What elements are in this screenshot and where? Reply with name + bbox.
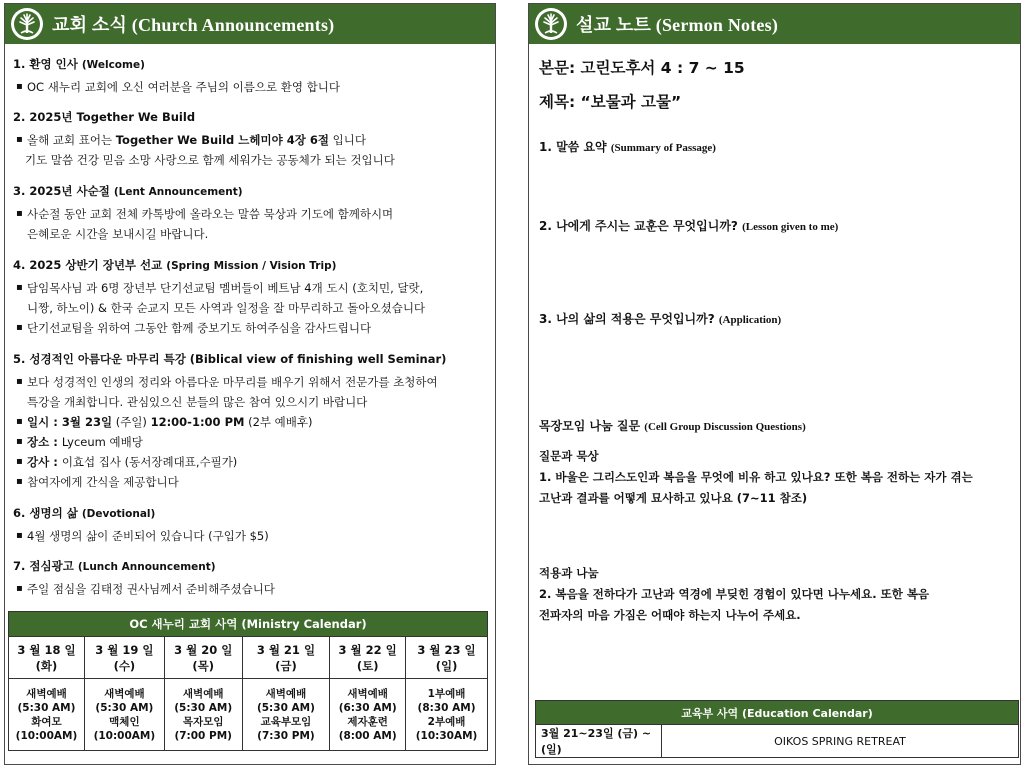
section-lent: 3. 2025년 사순절 (Lent Announcement) ▪ 사순절 동안 교회 전체 카톡방에 올라오는 말씀 묵상과 기도에 함께하시며 은혜로운 시간을 보내시길 바랍니다. xyxy=(13,183,487,244)
calendar-day: 3 월 19 일 (수) xyxy=(84,637,164,679)
section-lunch: 7. 점심광고 (Lunch Announcement) ▪ 주일 점심을 김태정 권사님께서 준비해주셨습니다 xyxy=(13,558,487,599)
section-seminar: 5. 성경적인 아름다운 마무리 특강 (Biblical view of finishing well Seminar) ▪ 보다 성경적인 인생의 정리와 아름다운 마무리를 배우기 위해서 전문가를 초청하여 특강을 개최합니다. 관심있으신 분들의 많은 참여 있으시기 바랍니다 ▪ 일시 : 3월 23일 (주일) 12:00-1:00 PM (2부 예배후) ▪ 장소 : Lyceum 예배당 ▪ 강사 : 이효섭 집사 (동서장례대표,수필가) ▪ 참여자에게 간식을 제공합니다 xyxy=(13,351,487,492)
calendar-day: 3 월 22 일 (토) xyxy=(330,637,406,679)
section-title: 3. 2025년 사순절 xyxy=(13,184,110,198)
section-title: 1. 환영 인사 xyxy=(13,57,78,71)
announcements-list xyxy=(13,56,487,599)
section-title: 6. 생명의 삶 xyxy=(13,506,78,520)
section-title: 7. 점심광고 xyxy=(13,559,74,573)
section-title: 2. 2025년 Together We Build xyxy=(13,110,196,124)
cell-group-heading: 목장모임 나눔 질문 (Cell Group Discussion Questions) xyxy=(539,419,806,433)
announcements-panel xyxy=(4,3,496,765)
reflection-question-line: 고난과 결과를 어떻게 묘사하고 있나요 (7~11 참조) xyxy=(539,491,808,505)
calendar-events: 새벽예배 (5:30 AM) 목자모임 (7:00 PM) xyxy=(164,679,242,751)
calendar-title: OC 새누리 교회 사역 (Ministry Calendar) xyxy=(9,612,488,637)
seminar-place: ▪ 장소 : Lyceum 예배당 xyxy=(13,432,487,452)
calendar-events: 새벽예배 (5:30 AM) 맥체인 (10:00AM) xyxy=(84,679,164,751)
section-welcome: 1. 환영 인사 (Welcome) ▪ OC 새누리 교회에 오신 여러분을 주님의 이름으로 환영 합니다 xyxy=(13,56,487,97)
calendar-events-row xyxy=(9,679,488,751)
section-title: 5. 성경적인 아름다운 마무리 특강 (Biblical view of finishing well Seminar) xyxy=(13,352,447,366)
calendar-events: 1부예배 (8:30 AM) 2부예배 (10:30AM) xyxy=(406,679,488,751)
welcome-text: ▪ OC 새누리 교회에 오신 여러분을 주님의 이름으로 환영 합니다 xyxy=(13,77,487,97)
sermon-notes-panel xyxy=(528,3,1021,765)
calendar-day: 3 월 20 일 (목) xyxy=(164,637,242,679)
church-tree-logo xyxy=(535,8,567,40)
calendar-events: 새벽예배 (5:30 AM) 교육부모임 (7:30 PM) xyxy=(242,679,330,751)
section-motto xyxy=(13,109,487,170)
question-application: 3. 나의 삶의 적용은 무엇입니까? (Application) xyxy=(539,312,782,326)
education-calendar-title: 교육부 사역 (Education Calendar) xyxy=(536,701,1019,725)
seminar-speaker: ▪ 강사 : 이효섭 집사 (동서장례대표,수필가) xyxy=(13,452,487,472)
calendar-events: 새벽예배 (6:30 AM) 제자훈련 (8:00 AM) xyxy=(330,679,406,751)
sermon-title: 제목: “보물과 고물” xyxy=(539,93,682,111)
calendar-days-row xyxy=(9,637,488,679)
reflection-question-line: 1. 바울은 그리스도인과 복음을 무엇에 비유 하고 있나요? 또한 복음 전하는 자가 겪는 xyxy=(539,470,973,484)
calendar-day: 3 월 18 일 (화) xyxy=(9,637,85,679)
apply-question-line: 2. 복음을 전하다가 고난과 역경에 부딪힌 경험이 있다면 나누세요. 또한 복음 xyxy=(539,587,930,601)
section-mission: 4. 2025 상반기 장년부 선교 (Spring Mission / Vision Trip) ▪ 담임목사님 과 6명 장년부 단기선교팀 멤버들이 베트남 4개 도시 (호치민, 달랏, 니짱, 하노이) & 한국 순교지 모든 사역과 일정을 잘 마무리하고 돌아오셨습니다 ▪ 단기선교팀을 위하여 그동안 함께 중보기도 하여주심을 감사드립니다 xyxy=(13,257,487,338)
ministry-calendar xyxy=(8,611,488,751)
scripture-reference: 본문: 고린도후서 4 : 7 ~ 15 xyxy=(539,59,745,77)
sermon-notes xyxy=(539,54,1009,626)
apply-title: 적용과 나눔 xyxy=(539,566,599,580)
calendar-events: 새벽예배 (5:30 AM) 화여모 (10:00AM) xyxy=(9,679,85,751)
apply-question-line: 전파자의 마음 가짐은 어때야 하는지 나누어 주세요. xyxy=(539,608,801,622)
sermon-title-banner: 설교 노트 (Sermon Notes) xyxy=(576,15,779,35)
question-summary: 1. 말씀 요약 (Summary of Passage) xyxy=(539,140,716,154)
education-event-date: 3월 21~23일 (금) ~ (일) xyxy=(536,725,662,758)
section-title: 4. 2025 상반기 장년부 선교 xyxy=(13,258,163,272)
calendar-day: 3 월 21 일 (금) xyxy=(242,637,330,679)
motto-description: 기도 말씀 건강 믿음 소망 사랑으로 함께 세워가는 공동체가 되는 것입니다 xyxy=(25,153,395,167)
question-lesson: 2. 나에게 주시는 교훈은 무엇입니까? (Lesson given to me) xyxy=(539,219,839,233)
sermon-banner xyxy=(529,4,1020,44)
education-event-name: OIKOS SPRING RETREAT xyxy=(662,725,1019,758)
announcements-banner xyxy=(5,4,495,44)
education-calendar xyxy=(535,700,1019,758)
reflection-title: 질문과 묵상 xyxy=(539,449,599,463)
church-tree-logo xyxy=(11,8,43,40)
seminar-date: ▪ 일시 : 3월 23일 (주일) 12:00-1:00 PM (2부 예배후) xyxy=(13,412,487,432)
motto-line: ▪ 올해 교회 표어는 Together We Build 느헤미야 4장 6절 입니다 xyxy=(13,130,487,150)
calendar-day: 3 월 23 일 (일) xyxy=(406,637,488,679)
section-devotional: 6. 생명의 삶 (Devotional) ▪ 4월 생명의 삶이 준비되어 있습니다 (구입가 $5) xyxy=(13,505,487,546)
announcements-title: 교회 소식 (Church Announcements) xyxy=(52,15,335,35)
